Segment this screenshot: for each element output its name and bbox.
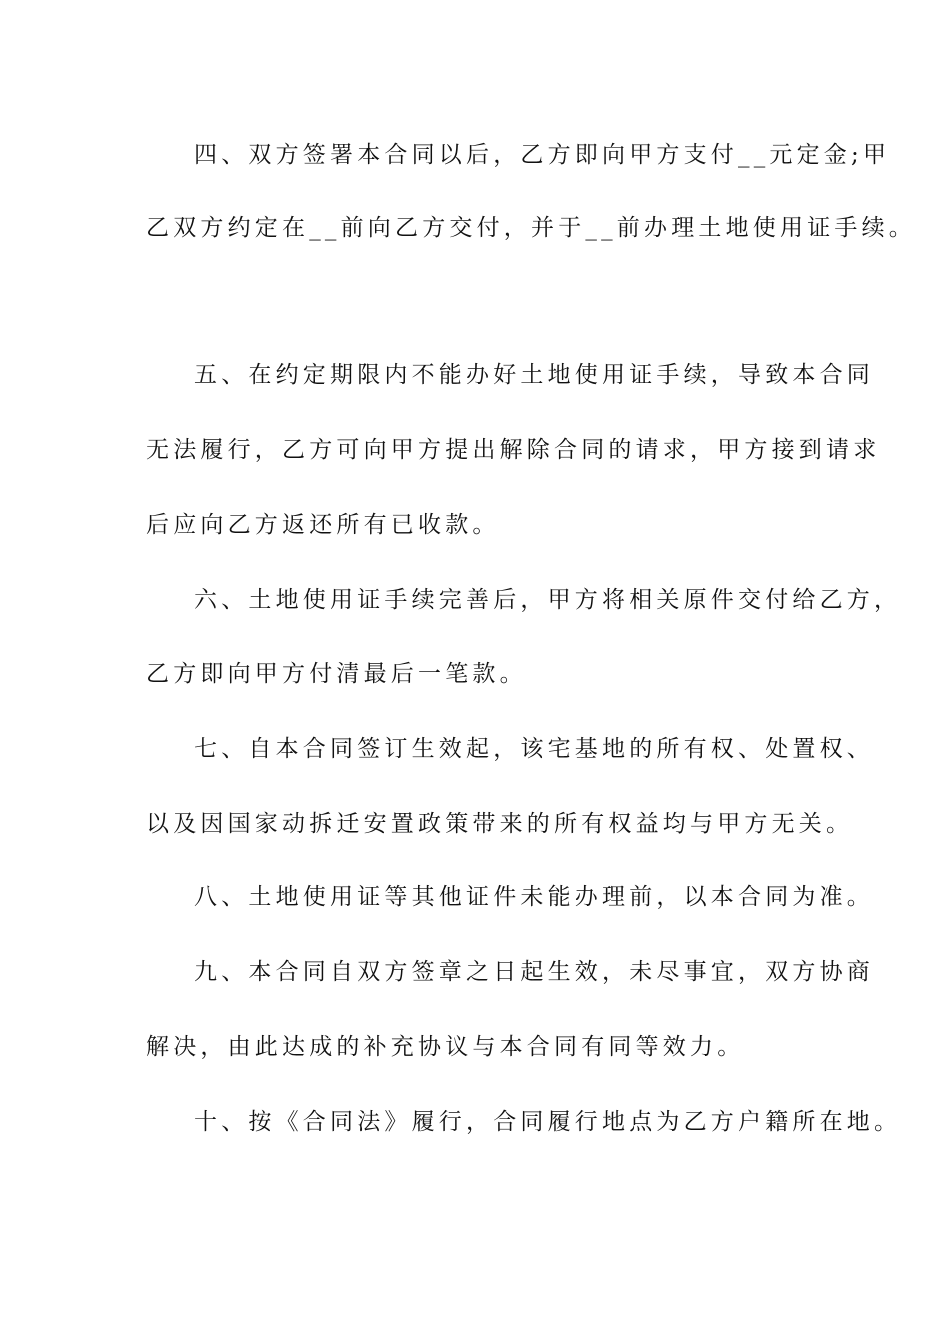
clause-10-line-1: 十、按《合同法》履行，合同履行地点为乙方户籍所在地。 (194, 1109, 902, 1135)
clause-5-line-3: 后应向乙方返还所有已收款。 (146, 512, 500, 538)
clause-5-line-1: 五、在约定期限内不能办好土地使用证手续，导致本合同 (194, 362, 874, 388)
clause-4-line-2: 乙双方约定在__前向乙方交付，并于__前办理土地使用证手续。 (146, 215, 916, 241)
clause-7-line-2: 以及因国家动拆迁安置政策带来的所有权益均与甲方无关。 (146, 811, 854, 837)
clause-8-line-1: 八、土地使用证等其他证件未能办理前，以本合同为准。 (194, 884, 874, 910)
clause-6-line-2: 乙方即向甲方付清最后一笔款。 (146, 661, 527, 687)
clause-7-line-1: 七、自本合同签订生效起，该宅基地的所有权、处置权、 (194, 736, 874, 762)
clause-5-line-2: 无法履行，乙方可向甲方提出解除合同的请求，甲方接到请求 (146, 437, 881, 463)
clause-9-line-2: 解决，由此达成的补充协议与本合同有同等效力。 (146, 1034, 745, 1060)
clause-4-line-1: 四、双方签署本合同以后，乙方即向甲方支付__元定金;甲 (194, 142, 891, 168)
clause-9-line-1: 九、本合同自双方签章之日起生效，未尽事宜，双方协商 (194, 959, 874, 985)
clause-6-line-1: 六、土地使用证手续完善后，甲方将相关原件交付给乙方， (194, 587, 902, 613)
